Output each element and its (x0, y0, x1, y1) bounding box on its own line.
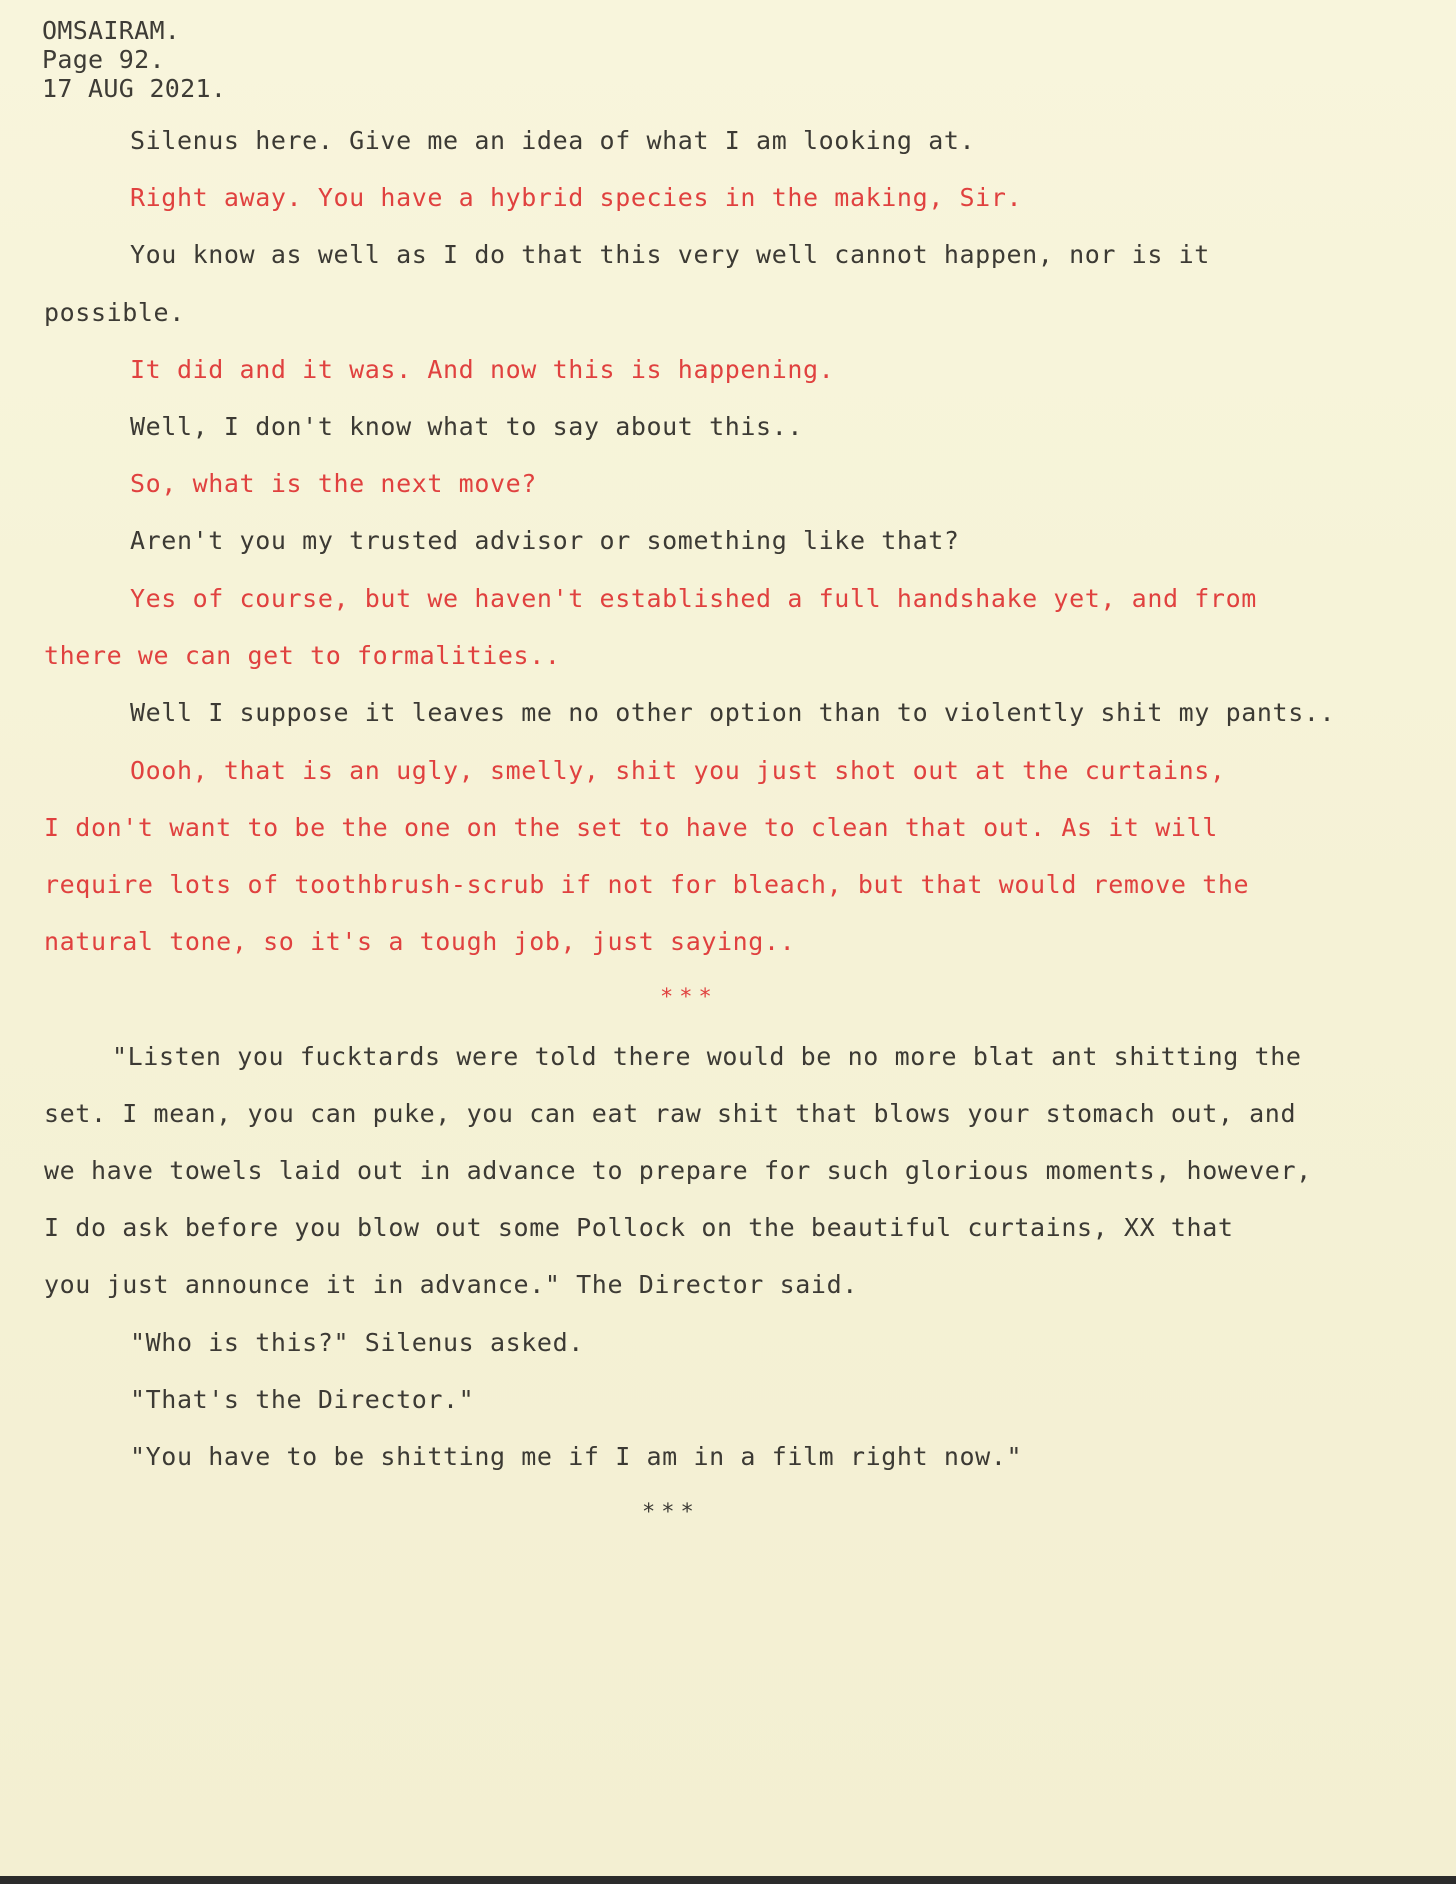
text-line: there we can get to formalities.. (44, 641, 561, 670)
text-line: set. I mean, you can puke, you can eat raw shit that blows your stomach out, and (44, 1099, 1297, 1128)
text-line: It did and it was. And now this is happening. (130, 355, 835, 384)
text-line: "That's the Director." (130, 1385, 475, 1414)
text-line: I don't want to be the one on the set to have to clean that out. As it will (44, 813, 1218, 842)
header-date: 17 AUG 2021. (42, 74, 227, 103)
page-header (42, 16, 226, 103)
text-line: "Who is this?" Silenus asked. (130, 1328, 584, 1357)
section-separator: *** (642, 1500, 700, 1525)
text-line: natural tone, so it's a tough job, just saying.. (44, 927, 796, 956)
text-line: "Listen you fucktards were told there would be no more blat ant shitting the (112, 1042, 1302, 1071)
text-line: Oooh, that is an ugly, smelly, shit you just shot out at the curtains, (130, 756, 1226, 785)
text-line: "You have to be shitting me if I am in a film right now." (130, 1442, 1023, 1471)
text-line: you just announce it in advance." The Director said. (44, 1270, 858, 1299)
text-line: Well I suppose it leaves me no other option than to violently shit my pants.. (130, 698, 1336, 727)
text-line: require lots of toothbrush-scrub if not for bleach, but that would remove the (44, 870, 1250, 899)
header-title: OMSAIRAM. (42, 16, 181, 45)
section-separator: *** (660, 985, 718, 1010)
text-line: Silenus here. Give me an idea of what I am looking at. (130, 126, 976, 155)
text-line: Aren't you my trusted advisor or something like that? (130, 526, 960, 555)
text-line: Well, I don't know what to say about this.. (130, 412, 804, 441)
text-line: Yes of course, but we haven't established a full handshake yet, and from (130, 584, 1257, 613)
text-line: I do ask before you blow out some Pollock on the beautiful curtains, XX that (44, 1213, 1234, 1242)
text-line: possible. (44, 298, 185, 327)
page-bottom-edge (0, 1876, 1456, 1884)
text-line: So, what is the next move? (130, 469, 537, 498)
text-line: we have towels laid out in advance to prepare for such glorious moments, however, (44, 1156, 1312, 1185)
text-line: You know as well as I do that this very well cannot happen, nor is it (130, 240, 1210, 269)
header-page-number: Page 92. (42, 45, 165, 74)
text-line: Right away. You have a hybrid species in the making, Sir. (130, 183, 1023, 212)
